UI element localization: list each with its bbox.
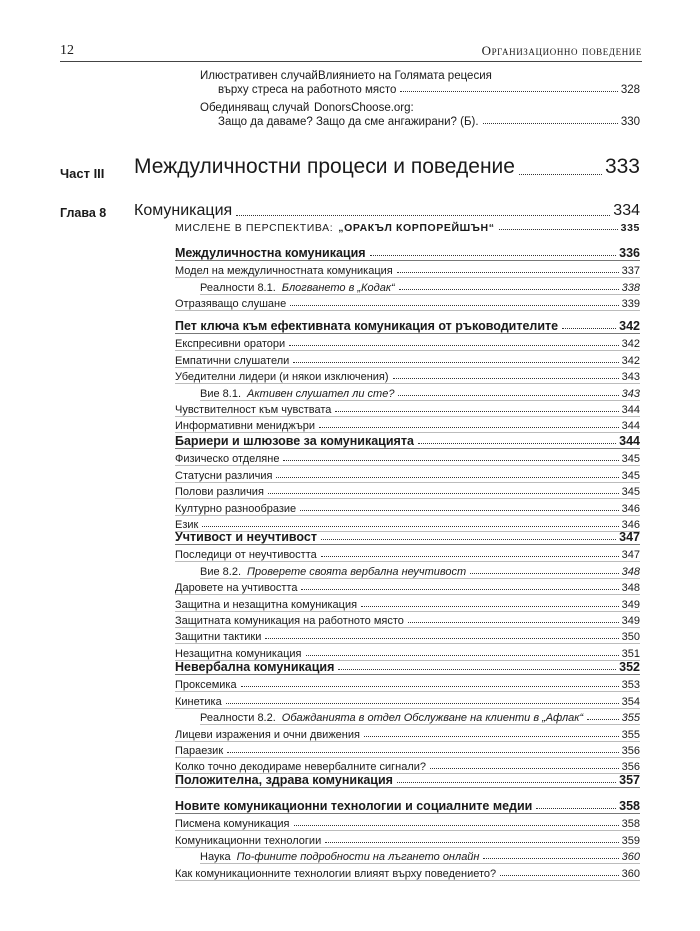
page-ref: 345 [621, 469, 640, 482]
item-title: Информативни мениджъри [175, 420, 316, 433]
page-ref: 356 [621, 744, 640, 757]
chapter-heading[interactable] [134, 202, 640, 220]
case-title-continued: Защо да даваме? Защо да сме ангажирани? (Б). [218, 116, 479, 128]
feature-label: Наука [200, 851, 231, 864]
page-ref: 336 [619, 246, 640, 260]
page-ref: 346 [621, 518, 640, 531]
part-label: Част III [60, 166, 105, 181]
item-title: Защитна и незащитна комуникация [175, 598, 358, 611]
part-title: Междуличностни процеси и поведение [134, 155, 515, 178]
section-title: Учтивост и неучтивост [175, 530, 317, 544]
page-ref: 342 [621, 338, 640, 351]
toc-feature[interactable] [200, 278, 640, 294]
feature-title: Обажданията в отдел Обслужване на клиенти в „Афлак“ [281, 712, 584, 725]
toc-feature[interactable] [200, 709, 640, 725]
dot-leader [483, 123, 618, 124]
running-header [60, 41, 642, 62]
toc-item[interactable] [175, 595, 640, 611]
dot-leader [289, 345, 619, 346]
page-ref: 348 [621, 582, 640, 595]
toc-section[interactable] [175, 770, 640, 788]
dot-leader [408, 622, 619, 623]
item-title: Параезик [175, 744, 224, 757]
toc-entry[interactable] [218, 116, 640, 128]
toc-item[interactable] [175, 864, 640, 880]
toc-section[interactable] [175, 243, 640, 261]
section-title: Пет ключа към ефективната комуникация от ръководителите [175, 319, 559, 333]
page-ref: 333 [604, 155, 640, 178]
page-ref: 330 [620, 116, 640, 128]
perspective-entry[interactable] [175, 222, 640, 234]
toc-item[interactable] [175, 483, 640, 499]
page-ref: 344 [621, 420, 640, 433]
dot-leader [398, 395, 618, 396]
dot-leader [335, 411, 618, 412]
item-title: Експресивни оратори [175, 338, 286, 351]
item-title: Защитната комуникация на работното място [175, 614, 404, 627]
item-title: Чувствителност към чувствата [175, 403, 332, 416]
page-ref: 347 [621, 549, 640, 562]
page-ref: 358 [619, 799, 640, 813]
case-label: Илюстративен случай [200, 70, 318, 82]
toc-item[interactable] [175, 351, 640, 367]
perspective-title: „ОРАКЪЛ КОРПОРЕЙШЪН“ [338, 222, 495, 234]
dot-leader [227, 752, 619, 753]
dot-leader [226, 703, 619, 704]
toc-item[interactable] [175, 546, 640, 562]
item-title: Колко точно декодираме невербалните сигнали? [175, 761, 427, 774]
page-ref: 345 [621, 486, 640, 499]
dot-leader [470, 573, 618, 574]
page-ref: 352 [619, 660, 640, 674]
item-title: Убедителни лидери (и някои изключения) [175, 371, 389, 384]
dot-leader [397, 782, 616, 783]
toc-item[interactable] [175, 401, 640, 417]
item-title: Лицеви изражения и очни движения [175, 728, 360, 741]
part-heading[interactable] [134, 155, 640, 179]
item-title: Комуникационни технологии [175, 834, 322, 847]
dot-leader [519, 174, 602, 175]
item-title: Защитни тактики [175, 631, 262, 644]
dot-leader [397, 272, 619, 273]
chapter-title: Комуникация [134, 202, 233, 219]
item-title: Физическо отделяне [175, 453, 280, 466]
page-ref: 351 [621, 647, 640, 660]
toc-item[interactable] [175, 628, 640, 644]
toc-item[interactable] [175, 579, 640, 595]
dot-leader [319, 427, 619, 428]
feature-label: Реалности 8.2. [200, 712, 276, 725]
dot-leader [364, 736, 619, 737]
feature-title: Проверете своята вербална неучтивост [247, 565, 467, 578]
item-title: Как комуникационните технологии влияят върху поведението? [175, 867, 497, 880]
page-ref: 345 [621, 453, 640, 466]
toc-item[interactable] [175, 499, 640, 515]
toc-item[interactable] [175, 742, 640, 758]
dot-leader [265, 638, 618, 639]
page-ref: 339 [621, 298, 640, 311]
dot-leader [562, 328, 616, 329]
dot-leader [283, 460, 618, 461]
section-title: Бариери и шлюзове за комуникацията [175, 434, 414, 448]
toc-feature[interactable] [200, 562, 640, 578]
section-title: Междуличностна комуникация [175, 246, 366, 260]
page-ref: 347 [619, 530, 640, 544]
page-ref: 350 [621, 631, 640, 644]
dot-leader [241, 686, 619, 687]
item-title: Полови различия [175, 486, 264, 499]
toc-item[interactable] [175, 335, 640, 351]
dot-leader [393, 378, 619, 379]
page-ref: 348 [621, 565, 640, 578]
case-title: Влиянието на Голямата рецесия [318, 70, 492, 82]
page-ref: 343 [621, 387, 640, 400]
dot-leader [499, 229, 618, 230]
toc-section[interactable] [175, 796, 640, 814]
page-ref: 343 [621, 371, 640, 384]
dot-leader [400, 91, 617, 92]
dot-leader [338, 669, 616, 670]
item-title: Незащитна комуникация [175, 647, 302, 660]
section-title: Положителна, здрава комуникация [175, 773, 393, 787]
feature-title: Блогването в „Кодак“ [281, 281, 395, 294]
item-title: Статусни различия [175, 469, 273, 482]
toc-item[interactable] [175, 692, 640, 708]
dot-leader [500, 875, 619, 876]
page-ref: 342 [619, 319, 640, 333]
toc-item[interactable] [175, 612, 640, 628]
dot-leader [321, 556, 619, 557]
page-ref: 358 [621, 818, 640, 831]
chapter-label: Глава 8 [60, 206, 107, 220]
page-ref: 337 [621, 265, 640, 278]
item-title: Модел на междуличностната комуникация [175, 265, 393, 278]
toc-item[interactable] [175, 815, 640, 831]
toc-section[interactable] [175, 657, 640, 675]
page-ref: 349 [621, 614, 640, 627]
toc-item[interactable] [175, 450, 640, 466]
item-title: Отразяващо слушане [175, 298, 287, 311]
dot-leader [276, 477, 618, 478]
page-ref: 357 [619, 773, 640, 787]
toc-item[interactable] [175, 466, 640, 482]
section-title: Новите комуникационни технологии и социалните медии [175, 799, 533, 813]
dot-leader [300, 510, 618, 511]
case-title: DonorsChoose.org: [314, 102, 414, 114]
page-ref: 354 [621, 695, 640, 708]
toc-item[interactable] [175, 676, 640, 692]
item-title: Културно разнообразие [175, 502, 297, 515]
dot-leader [418, 443, 616, 444]
toc-item[interactable] [175, 262, 640, 278]
toc-entry[interactable] [218, 84, 640, 96]
dot-leader [536, 808, 616, 809]
toc-feature[interactable] [200, 384, 640, 400]
dot-leader [290, 305, 618, 306]
dot-leader [236, 215, 610, 216]
page-ref: 355 [621, 712, 640, 725]
dot-leader [321, 539, 616, 540]
page-ref: 328 [620, 84, 640, 96]
page-ref: 344 [621, 403, 640, 416]
dot-leader [268, 493, 619, 494]
page-ref: 338 [621, 281, 640, 294]
feature-label: Реалности 8.1. [200, 281, 276, 294]
item-title: Кинетика [175, 695, 222, 708]
toc-item[interactable] [175, 368, 640, 384]
page-ref: 355 [621, 728, 640, 741]
toc-feature[interactable] [200, 848, 640, 864]
section-title: Невербална комуникация [175, 660, 335, 674]
case-title-continued: върху стреса на работното място [218, 84, 397, 96]
toc-section[interactable] [175, 431, 640, 449]
dot-leader [301, 589, 618, 590]
dot-leader [370, 255, 617, 256]
page-number: 12 [60, 43, 74, 58]
page-ref: 353 [621, 679, 640, 692]
toc-item[interactable] [175, 725, 640, 741]
page-ref: 360 [621, 867, 640, 880]
dot-leader [306, 655, 619, 656]
page-ref: 359 [621, 834, 640, 847]
item-title: Писмена комуникация [175, 818, 290, 831]
item-title: Емпатични слушатели [175, 354, 290, 367]
feature-title: По-фините подробности на лъгането онлайн [236, 851, 480, 864]
feature-title: Активен слушател ли сте? [247, 387, 395, 400]
feature-label: Вие 8.2. [200, 565, 242, 578]
page-ref: 335 [620, 222, 640, 234]
toc-item[interactable] [175, 831, 640, 847]
toc-item[interactable] [175, 295, 640, 311]
item-title: Даровете на учтивостта [175, 582, 298, 595]
dot-leader [399, 289, 619, 290]
toc-section[interactable] [175, 527, 640, 545]
toc-section[interactable] [175, 316, 640, 334]
item-title: Проксемика [175, 679, 237, 692]
dot-leader [483, 858, 618, 859]
page-ref: 334 [613, 202, 640, 219]
dot-leader [587, 719, 618, 720]
page-ref: 349 [621, 598, 640, 611]
dot-leader [293, 362, 618, 363]
dot-leader [294, 825, 619, 826]
case-label: Обединяващ случай [200, 102, 310, 114]
running-title: Организационно поведение [481, 43, 642, 58]
page-ref: 342 [621, 354, 640, 367]
page-ref: 346 [621, 502, 640, 515]
perspective-label: МИСЛЕНЕ В ПЕРСПЕКТИВА: [175, 222, 334, 234]
page-ref: 360 [621, 851, 640, 864]
dot-leader [361, 606, 619, 607]
item-title: Език [175, 518, 199, 531]
feature-label: Вие 8.1. [200, 387, 242, 400]
page-ref: 356 [621, 761, 640, 774]
dot-leader [325, 842, 618, 843]
page-ref: 344 [619, 434, 640, 448]
item-title: Последици от неучтивостта [175, 549, 317, 562]
